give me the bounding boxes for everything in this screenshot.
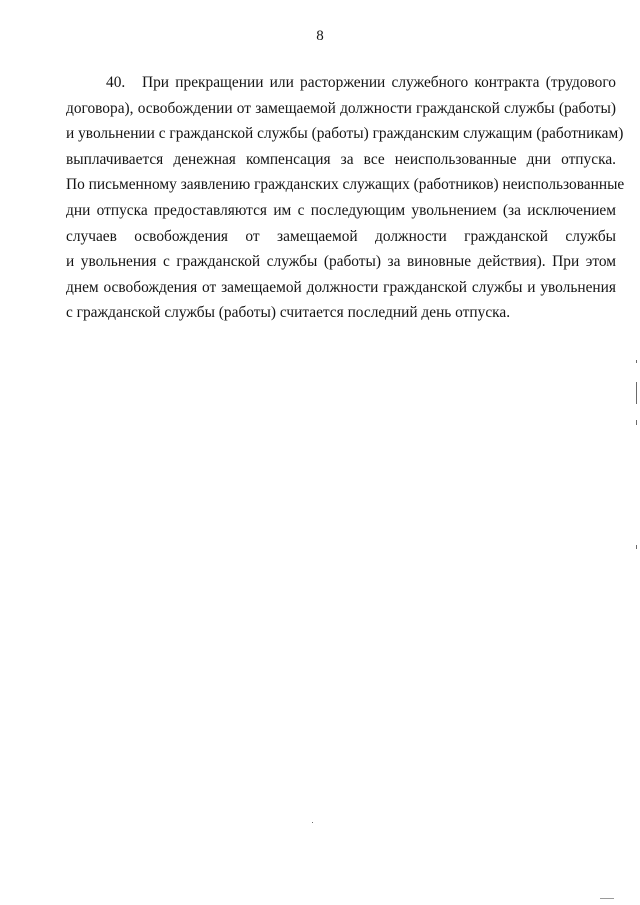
scan-artifact [636, 420, 637, 425]
scan-artifact [312, 822, 313, 823]
scan-artifact [636, 545, 637, 549]
paragraph-line: и увольнения с гражданской службы (работы) за виновные действия). При этом [66, 253, 616, 271]
scan-artifact [636, 360, 637, 363]
item-number: 40. [106, 74, 126, 91]
paragraph-line: договора), освобождении от замещаемой должности гражданской службы (работы) [66, 99, 616, 117]
paragraph-40 [66, 70, 625, 326]
paragraph-line: дни отпуска предоставляются им с последующим увольнением (за исключением [66, 201, 616, 219]
paragraph-line: выплачивается денежная компенсация за все неиспользованные дни отпуска. [66, 150, 616, 168]
paragraph-line [66, 70, 616, 96]
paragraph-line: днем освобождения от замещаемой должности гражданской службы и увольнения [66, 278, 616, 296]
page-number: 8 [316, 28, 324, 44]
paragraph-line: случаев освобождения от замещаемой должности гражданской службы [66, 227, 616, 245]
paragraph-line: с гражданской службы (работы) считается последний день отпуска. [66, 304, 511, 322]
paragraph-line: По письменному заявлению гражданских служащих (работников) неиспользованные [66, 176, 625, 194]
scan-artifact [600, 898, 614, 899]
paragraph-line-text: При прекращении или расторжении служебного контракта (трудового [142, 74, 616, 91]
scan-artifact [636, 382, 637, 404]
paragraph-line: и увольнении с гражданской службы (работы) гражданским служащим (работникам) [66, 125, 624, 143]
